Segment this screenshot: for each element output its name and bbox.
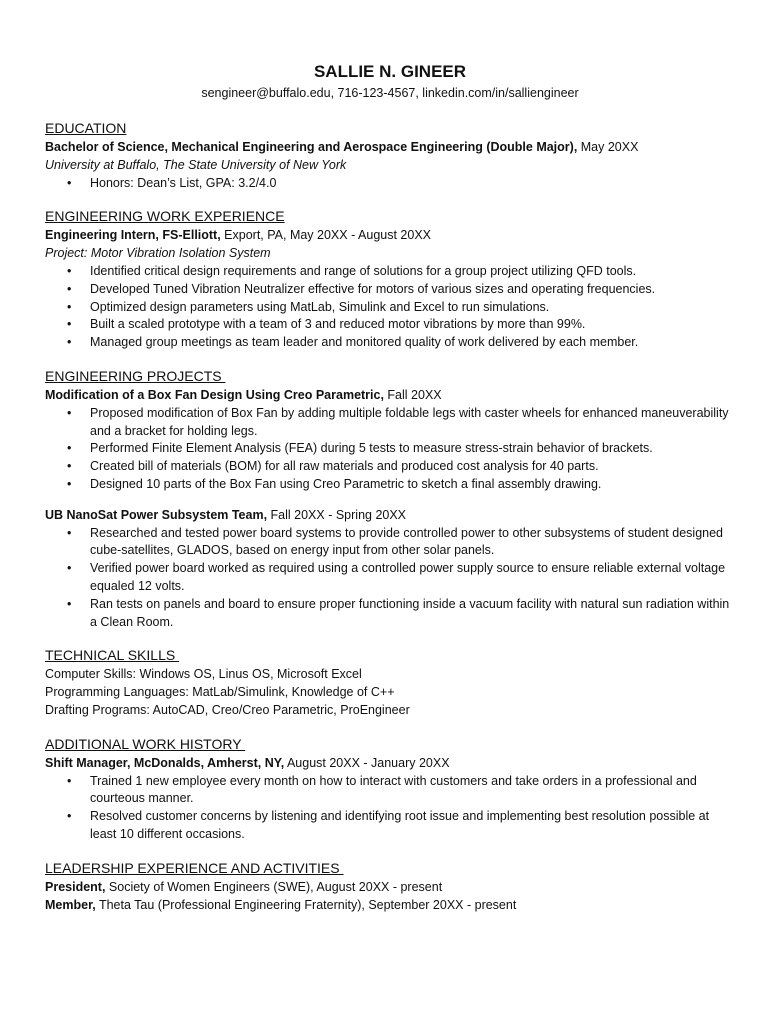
- spacer: [45, 494, 735, 507]
- work-list: [45, 773, 735, 844]
- contact-info: sengineer@buffalo.edu, 716-123-4567, linkedin.com/in/salliengineer: [201, 86, 579, 100]
- work-date: August 20XX - January 20XX: [284, 755, 450, 770]
- skills-line: Computer Skills: Windows OS, Linus OS, Microsoft Excel: [45, 667, 362, 682]
- job-details: Export, PA, May 20XX - August 20XX: [220, 228, 431, 243]
- project-date: Fall 20XX - Spring 20XX: [267, 507, 407, 522]
- project-title: Modification of a Box Fan Design Using Creo Parametric,: [45, 387, 384, 402]
- skills-line: Drafting Programs: AutoCAD, Creo/Creo Parametric, ProEngineer: [45, 702, 410, 717]
- bullet-icon: •: [67, 299, 72, 314]
- list-item: • Verified power board worked as required using a controlled power supply source to ensure reliable external voltage equaled 12 volts.: [67, 561, 726, 593]
- bullet-icon: •: [67, 525, 72, 540]
- project-line: [45, 387, 735, 405]
- bullet-icon: •: [67, 596, 72, 611]
- list-item: • Created bill of materials (BOM) for all raw materials and produced cost analysis for 40 parts.: [45, 458, 735, 476]
- degree-title: Bachelor of Science, Mechanical Engineering and Aerospace Engineering (Double Major),: [45, 140, 578, 154]
- bullet-icon: •: [67, 459, 72, 474]
- project-line: [45, 507, 735, 525]
- leadership-role: Member,: [45, 897, 96, 912]
- project-name: Project: Motor Vibration Isolation System: [45, 246, 271, 261]
- list-item: • Researched and tested power board systems to provide controlled power to other subsystems of student designed cube-satellites, GLADOS, based on energy input from other solar panels.: [67, 525, 723, 558]
- degree-line: [45, 139, 735, 157]
- project-date: Fall 20XX: [383, 387, 442, 402]
- project-list: [45, 525, 735, 632]
- leadership-detail: Theta Tau (Professional Engineering Fraternity), September 20XX - present: [95, 897, 517, 912]
- list-item: • Identified critical design requirements and range of solutions for a group project utilizing QFD tools.: [45, 263, 735, 281]
- skills-line: Programming Languages: MatLab/Simulink, Knowledge of C++: [45, 685, 395, 700]
- project-title: UB NanoSat Power Subsystem Team,: [45, 507, 268, 522]
- bullet-icon: •: [67, 175, 72, 190]
- work-line: [45, 755, 735, 773]
- skills-section: [45, 646, 735, 719]
- work-history-heading: ADDITIONAL WORK HISTORY: [45, 735, 246, 752]
- bullet-icon: •: [67, 441, 72, 456]
- list-item: • Trained 1 new employee every month on how to interact with customers and take orders in a professional and courteous manner.: [67, 773, 697, 806]
- bullet-icon: •: [67, 317, 72, 332]
- list-item: • Designed 10 parts of the Box Fan using Creo Parametric to sketch a final assembly drawing.: [45, 476, 735, 494]
- bullet-icon: •: [67, 809, 72, 824]
- skills-heading: TECHNICAL SKILLS: [45, 647, 180, 664]
- resume-page: [45, 61, 735, 914]
- leadership-line: [45, 879, 735, 897]
- education-list: [45, 175, 735, 193]
- bullet-icon: •: [67, 405, 72, 420]
- bullet-icon: •: [67, 335, 72, 350]
- experience-section: [45, 207, 735, 352]
- job-role: Engineering Intern, FS-Elliott,: [45, 228, 221, 243]
- leadership-role: President,: [45, 879, 106, 894]
- work-history-section: [45, 735, 735, 844]
- list-item: • Built a scaled prototype with a team of 3 and reduced motor vibrations by more than 99%.: [45, 316, 735, 334]
- job-line: [45, 227, 735, 245]
- list-item: • Resolved customer concerns by listening and identifying root issue and implementing best resolution possible at least 10 different occasions.: [67, 809, 710, 841]
- school-name: University at Buffalo, The State University of New York: [45, 157, 347, 172]
- leadership-section: [45, 859, 735, 915]
- list-item: • Ran tests on panels and board to ensure proper functioning inside a vacuum facility with natural sun radiation within a Clean Room.: [67, 596, 730, 629]
- list-item: • Managed group meetings as team leader and monitored quality of work delivered by each member.: [45, 334, 735, 352]
- bullet-icon: •: [67, 476, 72, 491]
- list-item: • Performed Finite Element Analysis (FEA) during 5 tests to measure stress-strain behavior of brackets.: [45, 440, 735, 458]
- list-item: • Developed Tuned Vibration Neutralizer effective for motors of various sizes and operating frequencies.: [45, 281, 735, 299]
- list-item: • Honors: Dean’s List, GPA: 3.2/4.0: [45, 175, 735, 193]
- leadership-heading: LEADERSHIP EXPERIENCE AND ACTIVITIES: [45, 859, 344, 876]
- candidate-name: SALLIE N. GINEER: [313, 62, 467, 81]
- projects-heading: ENGINEERING PROJECTS: [45, 367, 226, 384]
- bullet-icon: •: [67, 561, 72, 576]
- education-heading: EDUCATION: [45, 120, 127, 136]
- leadership-detail: Society of Women Engineers (SWE), August 20XX - present: [105, 879, 443, 894]
- bullet-icon: •: [67, 773, 72, 788]
- experience-heading: ENGINEERING WORK EXPERIENCE: [45, 208, 285, 225]
- list-item: • Optimized design parameters using MatLab, Simulink and Excel to run simulations.: [45, 299, 735, 317]
- bullet-icon: •: [67, 281, 72, 296]
- projects-section: [45, 367, 735, 631]
- degree-date: May 20XX: [577, 140, 639, 154]
- education-section: [45, 119, 735, 192]
- experience-list: [45, 263, 735, 352]
- project-list: [45, 405, 735, 494]
- leadership-line: [45, 897, 735, 915]
- bullet-icon: •: [67, 263, 72, 278]
- list-item: • Proposed modification of Box Fan by adding multiple foldable legs with caster wheels for enhanced maneuverability and a bracket for holding legs.: [67, 405, 729, 438]
- work-role: Shift Manager, McDonalds, Amherst, NY,: [45, 755, 285, 770]
